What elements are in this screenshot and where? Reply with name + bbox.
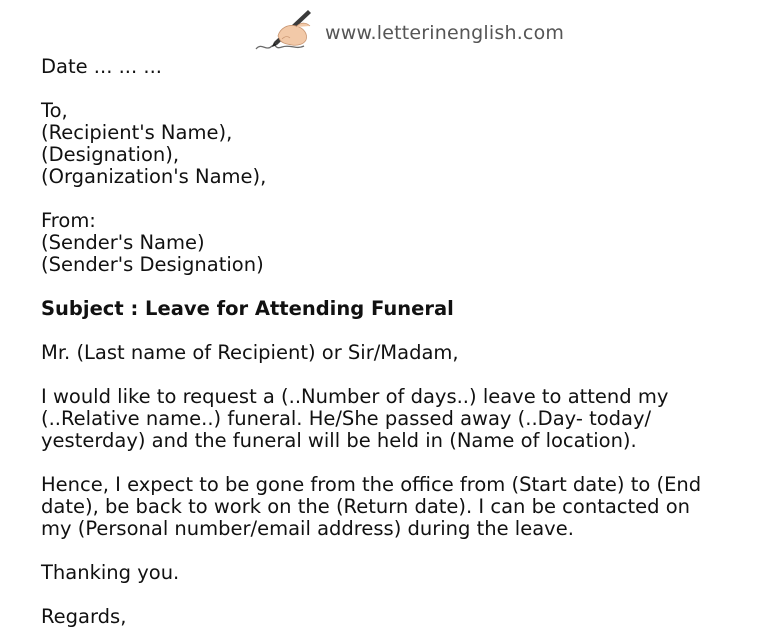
to-label: To, xyxy=(41,99,68,122)
paragraph1-line: yesterday) and the funeral will be held in (Name of location). xyxy=(41,429,637,452)
spacer xyxy=(41,540,741,562)
sender-designation: (Sender's Designation) xyxy=(41,253,264,276)
recipient-organization: (Organization's Name), xyxy=(41,165,267,188)
spacer xyxy=(41,276,741,298)
spacer xyxy=(41,584,741,606)
letter-subject: Subject : Leave for Attending Funeral xyxy=(41,297,454,320)
paragraph2-line: date), be back to work on the (Return date). I can be contacted on xyxy=(41,495,691,518)
salutation: Mr. (Last name of Recipient) or Sir/Madam, xyxy=(41,341,459,364)
paragraph2-line: my (Personal number/email address) during the leave. xyxy=(41,517,574,540)
hand-writing-with-pen-icon xyxy=(252,6,314,56)
thanks-line: Thanking you. xyxy=(41,561,180,584)
letter-body xyxy=(41,56,741,628)
paragraph1-line: I would like to request a (..Number of days..) leave to attend my xyxy=(41,385,669,408)
spacer xyxy=(41,320,741,342)
letter-date: Date ... ... ... xyxy=(41,55,162,78)
spacer xyxy=(41,78,741,100)
recipient-name: (Recipient's Name), xyxy=(41,121,233,144)
closing-line: Regards, xyxy=(41,605,127,628)
sender-name: (Sender's Name) xyxy=(41,231,205,254)
site-header xyxy=(0,4,761,56)
spacer xyxy=(41,452,741,474)
spacer xyxy=(41,364,741,386)
spacer xyxy=(41,188,741,210)
recipient-designation: (Designation), xyxy=(41,143,180,166)
paragraph1-line: (..Relative name..) funeral. He/She passed away (..Day- today/ xyxy=(41,407,652,430)
site-url[interactable]: www.letterinenglish.com xyxy=(325,22,565,44)
paragraph2-line: Hence, I expect to be gone from the office from (Start date) to (End xyxy=(41,473,702,496)
from-label: From: xyxy=(41,209,96,232)
